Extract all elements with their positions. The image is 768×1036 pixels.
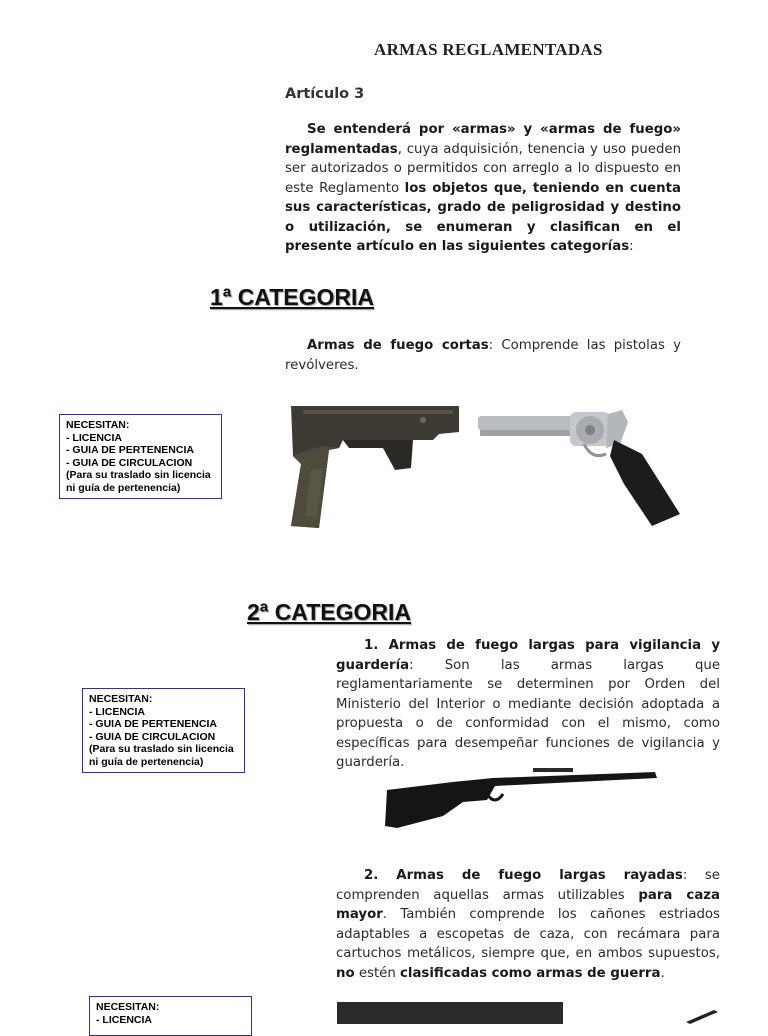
item-2-text-3: estén bbox=[354, 965, 400, 981]
rifle-image bbox=[383, 764, 663, 830]
intro-bold-1: Se entenderá por «armas» y «armas de fuego» bbox=[307, 122, 681, 137]
item-2-bold-4: clasificadas como armas de guerra bbox=[400, 965, 661, 981]
category-1-text bbox=[285, 336, 681, 375]
note-line: - LICENCIA bbox=[96, 1013, 152, 1026]
item-2-bold: Armas de fuego largas rayadas bbox=[396, 868, 683, 883]
requirements-note-1 bbox=[59, 414, 222, 499]
item-1-bold: Armas de fuego largas para vigilancia y guardería bbox=[336, 638, 720, 673]
rifle-case-image bbox=[337, 1002, 563, 1024]
note-line: - LICENCIA bbox=[66, 431, 122, 444]
note-line: - LICENCIA bbox=[89, 705, 145, 718]
note-line: (Para su traslado sin licencia bbox=[89, 743, 234, 755]
intro-text-2: : bbox=[629, 239, 634, 254]
partial-rifle-image bbox=[684, 1006, 720, 1024]
note-line: - GUIA DE CIRCULACION bbox=[89, 730, 216, 743]
note-line: - GUIA DE PERTENENCIA bbox=[66, 444, 194, 456]
note-line: - GUIA DE PERTENENCIA bbox=[89, 718, 217, 730]
item-1-text: : Son las armas largas que reglamentariamente se determinen por Orden del Ministerio del Interior o mediante decisión adoptada a propuesta o de conformidad con el mismo, como específicas para desempeñar funciones de vigilancia y guardería. bbox=[336, 657, 720, 770]
note-line: (Para su traslado sin licencia bbox=[66, 469, 211, 481]
intro-bold-2: reglamentadas bbox=[285, 141, 398, 157]
category-2-item-1 bbox=[336, 636, 720, 773]
item-1-number: 1. bbox=[364, 638, 389, 653]
item-2-bold-2: para caza mayor bbox=[336, 887, 720, 922]
note-line: NECESITAN: bbox=[89, 693, 153, 705]
article-heading: Artículo 3 bbox=[285, 86, 365, 102]
cat1-rest: : Comprende las pistolas y revólveres. bbox=[285, 338, 681, 373]
note-line: ni guía de pertenencia) bbox=[89, 755, 204, 768]
item-2-bold-3: no bbox=[336, 965, 355, 981]
cat1-bold: Armas de fuego cortas bbox=[307, 338, 489, 353]
note-line: NECESITAN: bbox=[96, 1001, 160, 1013]
note-line: ni guía de pertenencia) bbox=[66, 481, 181, 494]
item-2-text-1: : se comprenden aquellas armas utilizables bbox=[336, 868, 720, 903]
pistol-image bbox=[283, 398, 463, 530]
intro-bold-3: los objetos que, teniendo en cuenta sus características, grado de peligrosidad y destino o utilización, se enumeran y clasifican en el presente artículo en las siguientes categorías bbox=[285, 180, 681, 254]
requirements-note-2 bbox=[82, 688, 245, 773]
category-1-heading: 1ª CATEGORIA bbox=[210, 284, 374, 310]
note-line: - GUIA DE CIRCULACION bbox=[66, 456, 193, 469]
note-line: NECESITAN: bbox=[66, 419, 130, 431]
item-2-text-4: . bbox=[660, 965, 665, 981]
category-2-item-2 bbox=[336, 866, 720, 983]
intro-text-1: , cuya adquisición, tenencia y uso pueden ser autorizados o permitidos con arreglo a lo dispuesto en este Reglamento bbox=[285, 141, 681, 196]
article-paragraph bbox=[285, 120, 681, 257]
requirements-note-3 bbox=[89, 996, 252, 1036]
revolver-image bbox=[474, 404, 682, 528]
item-2-number: 2. bbox=[364, 868, 397, 883]
category-2-heading: 2ª CATEGORIA bbox=[247, 599, 411, 625]
document-title: ARMAS REGLAMENTADAS bbox=[374, 40, 603, 59]
item-2-text-2: . También comprende los cañones estriados adaptables a escopetas de caza, con recámara para cartuchos metálicos, siempre que, en ambos supuestos, bbox=[336, 907, 720, 961]
